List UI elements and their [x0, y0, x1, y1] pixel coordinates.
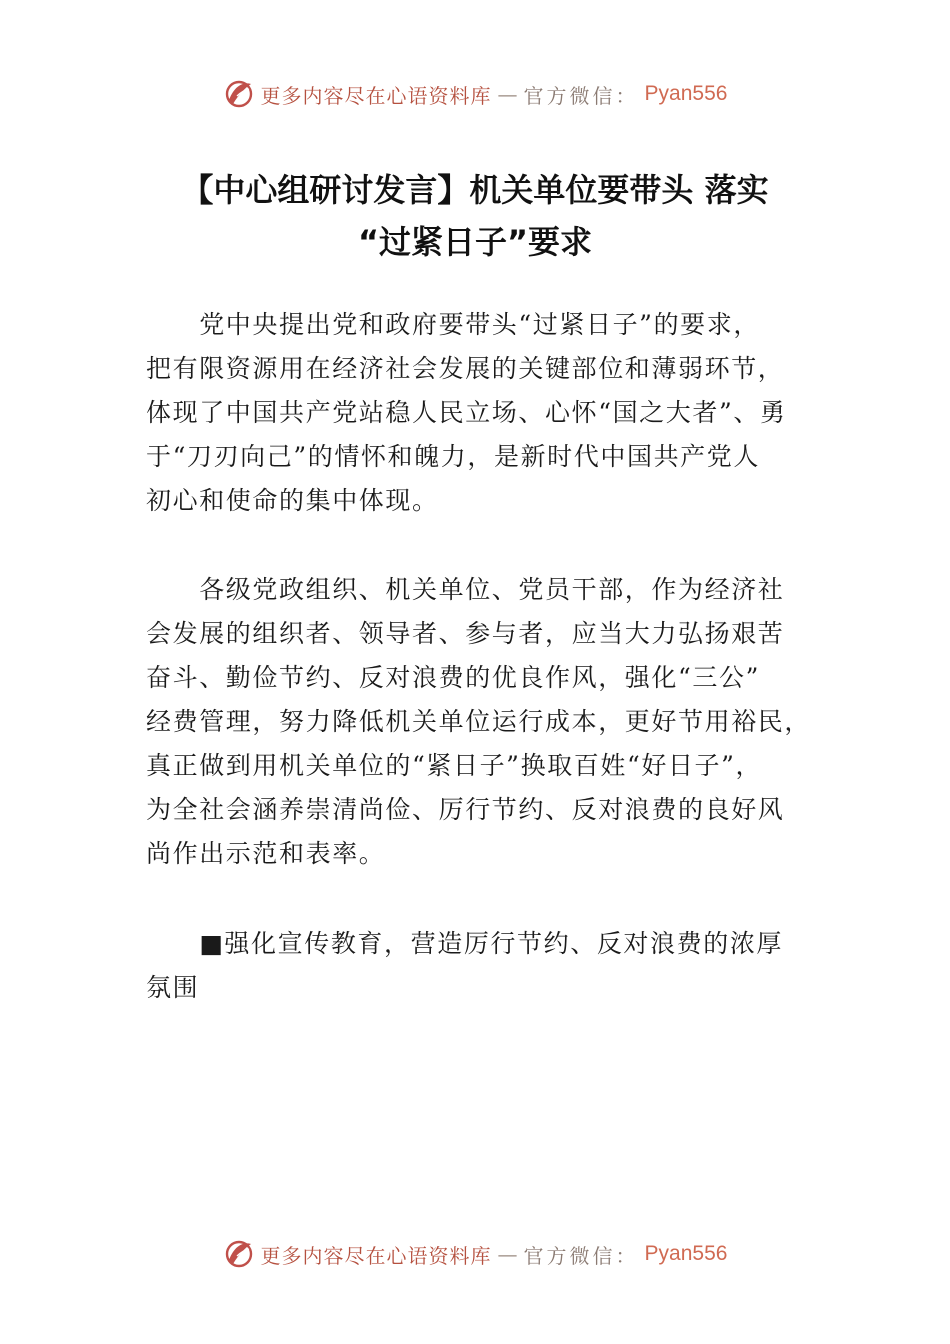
- paragraph-1: [146, 303, 810, 523]
- paragraph-line: 为全社会涵养崇清尚俭、厉行节约、反对浪费的良好风: [146, 795, 785, 824]
- paragraph-line: 体现了中国共产党站稳人民立场、心怀“国之大者”、勇: [146, 398, 787, 427]
- paragraph-line: 于“刀刃向己”的情怀和魄力，是新时代中国共产党人: [146, 442, 760, 471]
- footer-brand-text: 更多内容尽在心语资料库: [260, 1243, 492, 1268]
- header-official-label: 官方微信：: [523, 83, 639, 108]
- title-line-2: “过紧日子”要求: [357, 223, 593, 261]
- paragraph-line: 尚作出示范和表率。: [146, 839, 386, 868]
- paragraph-line: 氛围: [146, 973, 200, 1002]
- header-wechat-id: Pyan556: [644, 82, 728, 105]
- header-brand: [0, 74, 950, 114]
- footer-official-label: 官方微信：: [523, 1243, 639, 1268]
- header-brand-text: 更多内容尽在心语资料库: [260, 83, 492, 108]
- paragraph-line: 把有限资源用在经济社会发展的关键部位和薄弱环节，: [146, 354, 785, 383]
- paragraph-line: 经费管理，努力降低机关单位运行成本，更好节用裕民，: [146, 707, 812, 736]
- paragraph-line: 党中央提出党和政府要带头“过紧日子”的要求，: [146, 310, 760, 339]
- paragraph-line: 各级党政组织、机关单位、党员干部，作为经济社: [146, 575, 785, 604]
- brand-logo-icon: [223, 78, 255, 110]
- paragraph-line: 真正做到用机关单位的“紧日子”换取百姓“好日子”，: [146, 751, 763, 780]
- header-separator: —: [497, 82, 518, 106]
- section-heading: [146, 922, 810, 1010]
- paragraph-line: 会发展的组织者、领导者、参与者，应当大力弘扬艰苦: [146, 619, 785, 648]
- footer-wechat-id: Pyan556: [644, 1242, 728, 1265]
- paragraph-2: [146, 568, 810, 876]
- paragraph-line: 奋斗、勤俭节约、反对浪费的优良作风，强化“三公”: [146, 663, 760, 692]
- footer-separator: —: [497, 1242, 518, 1266]
- paragraph-line: ■强化宣传教育，营造厉行节约、反对浪费的浓厚: [146, 929, 784, 958]
- brand-logo-icon: [223, 1238, 255, 1270]
- document-title: [140, 164, 810, 268]
- paragraph-line: 初心和使命的集中体现。: [146, 486, 439, 515]
- footer-brand: [0, 1234, 950, 1274]
- title-line-1: 【中心组研讨发言】机关单位要带头 落实: [181, 171, 769, 209]
